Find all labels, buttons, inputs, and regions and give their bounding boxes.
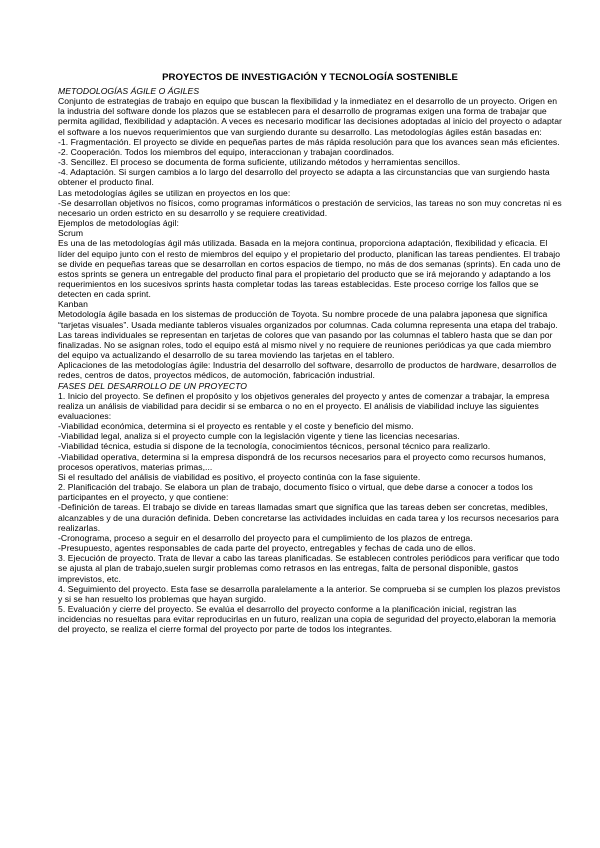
- paragraph: 1. Inicio del proyecto. Se definen el propósito y los objetivos generales del proyecto y antes de comenzar a trabajar, la empresa realiza un análisis de viabilidad para decidir si se embarca o no en el proyecto. El análisis de viabilidad incluye las siguientes evaluaciones:: [58, 390, 550, 421]
- paragraph: Si el resultado del análisis de viabilidad es positivo, el proyecto continúa con la fase siguiente.: [58, 471, 421, 482]
- paragraph: Es una de las metodologías ágil más utilizada. Basada en la mejora continua, proporciona adaptación, flexibilidad y eficacia. El líder del equipo junto con el resto de miembros del equipo y el propietario del producto, planifican las tareas pendientes. El trabajo se divide en pequeñas tareas que se desarrollan en cortos espacios de tiempo, no más de dos semanas (sprints). En cada uno de estos sprints se genera un entregable del producto final para el propietario del producto que se irá mejorando y adaptando a los requerimientos en los sucesivos sprints hasta completar todas las tareas establecidas. Este proceso corrige los fallos que se detecten en cada sprint.: [58, 238, 561, 300]
- paragraph: -1. Fragmentación. El proyecto se divide en pequeñas partes de más rápida resolución para que los avances sean más eficientes.: [58, 136, 560, 147]
- paragraph: -2. Cooperación. Todos los miembros del equipo, interaccionan y trabajan coordinados.: [58, 146, 395, 157]
- paragraph: -Presupuesto, agentes responsables de cada parte del proyecto, entregables y fechas de cada uno de ellos.: [58, 543, 476, 554]
- paragraph: -Cronograma, proceso a seguir en el desarrollo del proyecto para el cumplimiento de los plazos de entrega.: [58, 532, 473, 543]
- paragraph: -Definición de tareas. El trabajo se divide en tareas llamadas smart que significa que las tareas deben ser concretas, medibles, alcanzables y de una duración definida. Deben concretarse las actividades incluidas en cada tarea y los recursos necesarios para realizarlas.: [58, 502, 559, 533]
- paragraph: Ejemplos de metodologías ágil:: [58, 218, 179, 229]
- paragraph: -Viabilidad operativa, determina si la empresa dispondrá de los recursos necesarios para el proyecto como recursos humanos, procesos operativos, materias primas,...: [58, 451, 546, 472]
- paragraph: Metodología ágile basada en los sistemas de producción de Toyota. Su nombre procede de una palabra japonesa que significa “tarjetas visuales”. Usada mediante tableros visuales organizados por columnas. Cada columna representa una etapa del trabajo. Las tareas individuales se representan en tarjetas de colores que van pasando por las columnas el tablero hasta que se dan por finalizadas. No se asignan roles, todo el equipo está al mismo nivel y no requiere de reuniones periódicas ya que cada miembro del equipo va actualizando el desarrollo de su tarea moviendo las tarjetas en el tablero.: [58, 309, 558, 361]
- paragraph: Las metodologías ágiles se utilizan en proyectos en los que:: [58, 187, 291, 198]
- paragraph: -4. Adaptación. Si surgen cambios a lo largo del desarrollo del proyecto se adapta a las circunstancias que van surgiendo hasta obtener el producto final.: [58, 167, 550, 188]
- paragraph: 4. Seguimiento del proyecto. Esta fase se desarrolla paralelamente a la anterior. Se comprueba si se cumplen los plazos previstos y si se han resuelto los problemas que hayan surgido.: [58, 583, 561, 604]
- paragraph: Kanban: [58, 299, 88, 310]
- paragraph: 3. Ejecución de proyecto. Trata de llevar a cabo las tareas planificadas. Se establecen controles periódicos para verificar que todo se ajusta al plan de trabajo,suelen surgir problemas como retrasos en las entregas, falta de personal disponible, gastos imprevistos, etc.: [58, 553, 560, 584]
- paragraph: -3. Sencillez. El proceso se documenta de forma suficiente, utilizando métodos y herramientas sencillos.: [58, 157, 461, 168]
- document-body: [58, 72, 562, 634]
- paragraph: -Viabilidad técnica, estudia si dispone de la tecnología, conocimientos técnicos, personal técnico para realizarlo.: [58, 441, 491, 452]
- section-heading: METODOLOGÍAS ÁGILE O ÁGILES: [58, 86, 200, 96]
- paragraph: -Viabilidad legal, analiza si el proyecto cumple con la legislación vigente y tiene las licencias necesarias.: [58, 431, 460, 442]
- paragraph: Aplicaciones de las metodologías ágile: Industria del desarrollo del software, desarrollo de productos de hardware, desarrollos de redes, centros de datos, proyectos médicos, de automoción, fabricación industrial.: [58, 360, 557, 381]
- paragraph: -Se desarrollan objetivos no físicos, como programas informáticos o prestación de servicios, las tareas no son muy concretas ni es necesario un orden estricto en su desarrollo y se requiere creatividad.: [58, 197, 562, 218]
- document-title: PROYECTOS DE INVESTIGACIÓN Y TECNOLOGÍA SOSTENIBLE: [162, 72, 458, 83]
- paragraph: Scrum: [58, 228, 84, 239]
- section-heading: FASES DEL DESARROLLO DE UN PROYECTO: [58, 380, 247, 391]
- paragraph: Conjunto de estrategias de trabajo en equipo que buscan la flexibilidad y la inmediatez en el desarrollo de un proyecto. Origen en la industria del software donde los plazos que se establecen para el desarrollo de programas exigen una forma de trabajar que permita agilidad, flexibilidad y adaptación. A veces es necesario modificar las decisiones adoptadas al inicio del proyecto o adaptar el software a los nuevos requerimientos que van surgiendo durante su desarrollo. Las metodologías ágiles están basadas en:: [58, 96, 562, 137]
- paragraph-list: [58, 86, 562, 634]
- paragraph: -Viabilidad económica, determina si el proyecto es rentable y el coste y beneficio del mismo.: [58, 421, 414, 432]
- paragraph: 5. Evaluación y cierre del proyecto. Se evalúa el desarrollo del proyecto conforme a la planificación inicial, registran las incidencias no resueltas para evitar reproducirlas en un futuro, realizan una copia de seguridad del proyecto,elaboran la memoria del proyecto, se realiza el cierre formal del proyecto por parte de todos los integrantes.: [58, 603, 557, 635]
- paragraph: 2. Planificación del trabajo. Se elabora un plan de trabajo, documento físico o virtual, que debe darse a conocer a todos los participantes en el proyecto, y que contiene:: [58, 482, 533, 503]
